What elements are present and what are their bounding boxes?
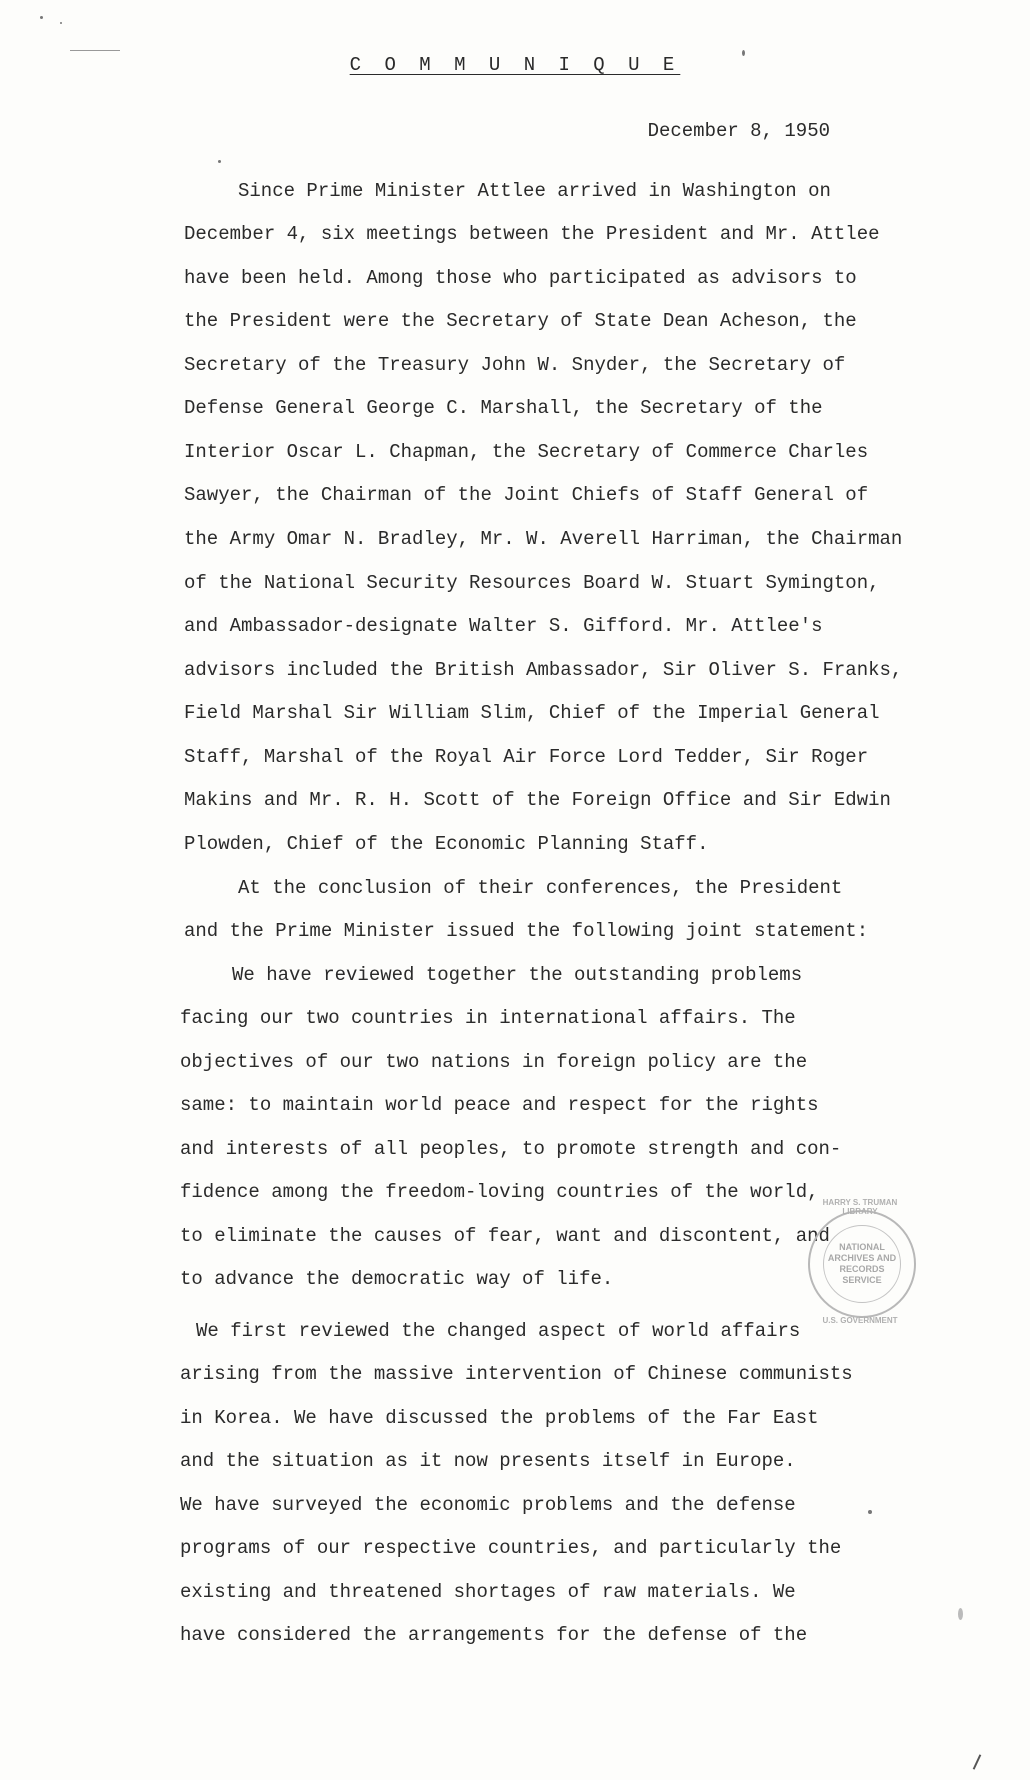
text-line: At the conclusion of their conferences, the President <box>238 877 843 899</box>
text-line: Secretary of the Treasury John W. Snyder, the Secretary of <box>184 354 846 376</box>
text-line: arising from the massive intervention of Chinese communists <box>180 1363 853 1385</box>
text-line: and Ambassador-designate Walter S. Gifford. Mr. Attlee's <box>184 615 823 637</box>
text-line: the Army Omar N. Bradley, Mr. W. Averell Harriman, the Chairman <box>184 528 903 550</box>
document-title: C O M M U N I Q U E <box>349 54 681 76</box>
text-line: We have surveyed the economic problems and the defense <box>180 1494 796 1516</box>
text-line: to eliminate the causes of fear, want and discontent, and <box>180 1225 830 1247</box>
text-line: Plowden, Chief of the Economic Planning Staff. <box>184 833 709 855</box>
text-line: We have reviewed together the outstanding problems <box>232 964 803 986</box>
text-line: Field Marshal Sir William Slim, Chief of the Imperial General <box>184 702 880 724</box>
text-line: Interior Oscar L. Chapman, the Secretary of Commerce Charles <box>184 441 869 463</box>
stamp-line: NATIONAL <box>839 1242 885 1252</box>
text-line: December 4, six meetings between the President and Mr. Attlee <box>184 223 880 245</box>
stamp-line: RECORDS <box>839 1264 885 1274</box>
archive-stamp-inner <box>823 1225 901 1303</box>
text-line: Staff, Marshal of the Royal Air Force Lord Tedder, Sir Roger <box>184 746 869 768</box>
text-line: have considered the arrangements for the defense of the <box>180 1624 808 1646</box>
text-line: to advance the democratic way of life. <box>180 1268 614 1290</box>
text-line: Since Prime Minister Attlee arrived in Washington on <box>238 180 831 202</box>
text-line: objectives of our two nations in foreign policy are the <box>180 1051 808 1073</box>
stamp-line: ARCHIVES AND <box>827 1253 897 1263</box>
text-line: advisors included the British Ambassador, Sir Oliver S. Franks, <box>184 659 903 681</box>
text-line: same: to maintain world peace and respect for the rights <box>180 1094 819 1116</box>
text-line: and the situation as it now presents itself in Europe. <box>180 1450 796 1472</box>
text-line: We first reviewed the changed aspect of world affairs <box>196 1320 801 1342</box>
speck <box>60 22 62 24</box>
document-date: December 8, 1950 <box>647 120 830 142</box>
text-line: programs of our respective countries, and particularly the <box>180 1537 842 1559</box>
text-line: and the Prime Minister issued the following joint statement: <box>184 920 869 942</box>
stamp-arc-bottom: U.S. GOVERNMENT <box>822 1316 898 1325</box>
margin-mark <box>70 50 120 51</box>
stamp-arc-top: HARRY S. TRUMAN LIBRARY <box>822 1198 898 1216</box>
text-line: existing and threatened shortages of raw materials. We <box>180 1581 796 1603</box>
text-line: fidence among the freedom-loving countries of the world, <box>180 1181 819 1203</box>
speck <box>868 1510 872 1514</box>
speck <box>40 16 43 19</box>
text-line: and interests of all peoples, to promote strength and con- <box>180 1138 842 1160</box>
text-line: the President were the Secretary of State Dean Acheson, the <box>184 310 857 332</box>
text-line: Defense General George C. Marshall, the Secretary of the <box>184 397 823 419</box>
text-line: Makins and Mr. R. H. Scott of the Foreign Office and Sir Edwin <box>184 789 891 811</box>
speck <box>958 1608 963 1620</box>
speck <box>742 50 745 56</box>
margin-mark <box>973 1754 982 1769</box>
text-line: of the National Security Resources Board W. Stuart Symington, <box>184 572 880 594</box>
stamp-line: SERVICE <box>842 1275 882 1285</box>
text-line: have been held. Among those who participated as advisors to <box>184 267 857 289</box>
text-line: facing our two countries in international affairs. The <box>180 1007 796 1029</box>
text-line: in Korea. We have discussed the problems of the Far East <box>180 1407 819 1429</box>
text-line: Sawyer, the Chairman of the Joint Chiefs of Staff General of <box>184 484 869 506</box>
speck <box>218 160 221 163</box>
archive-stamp <box>808 1210 916 1318</box>
